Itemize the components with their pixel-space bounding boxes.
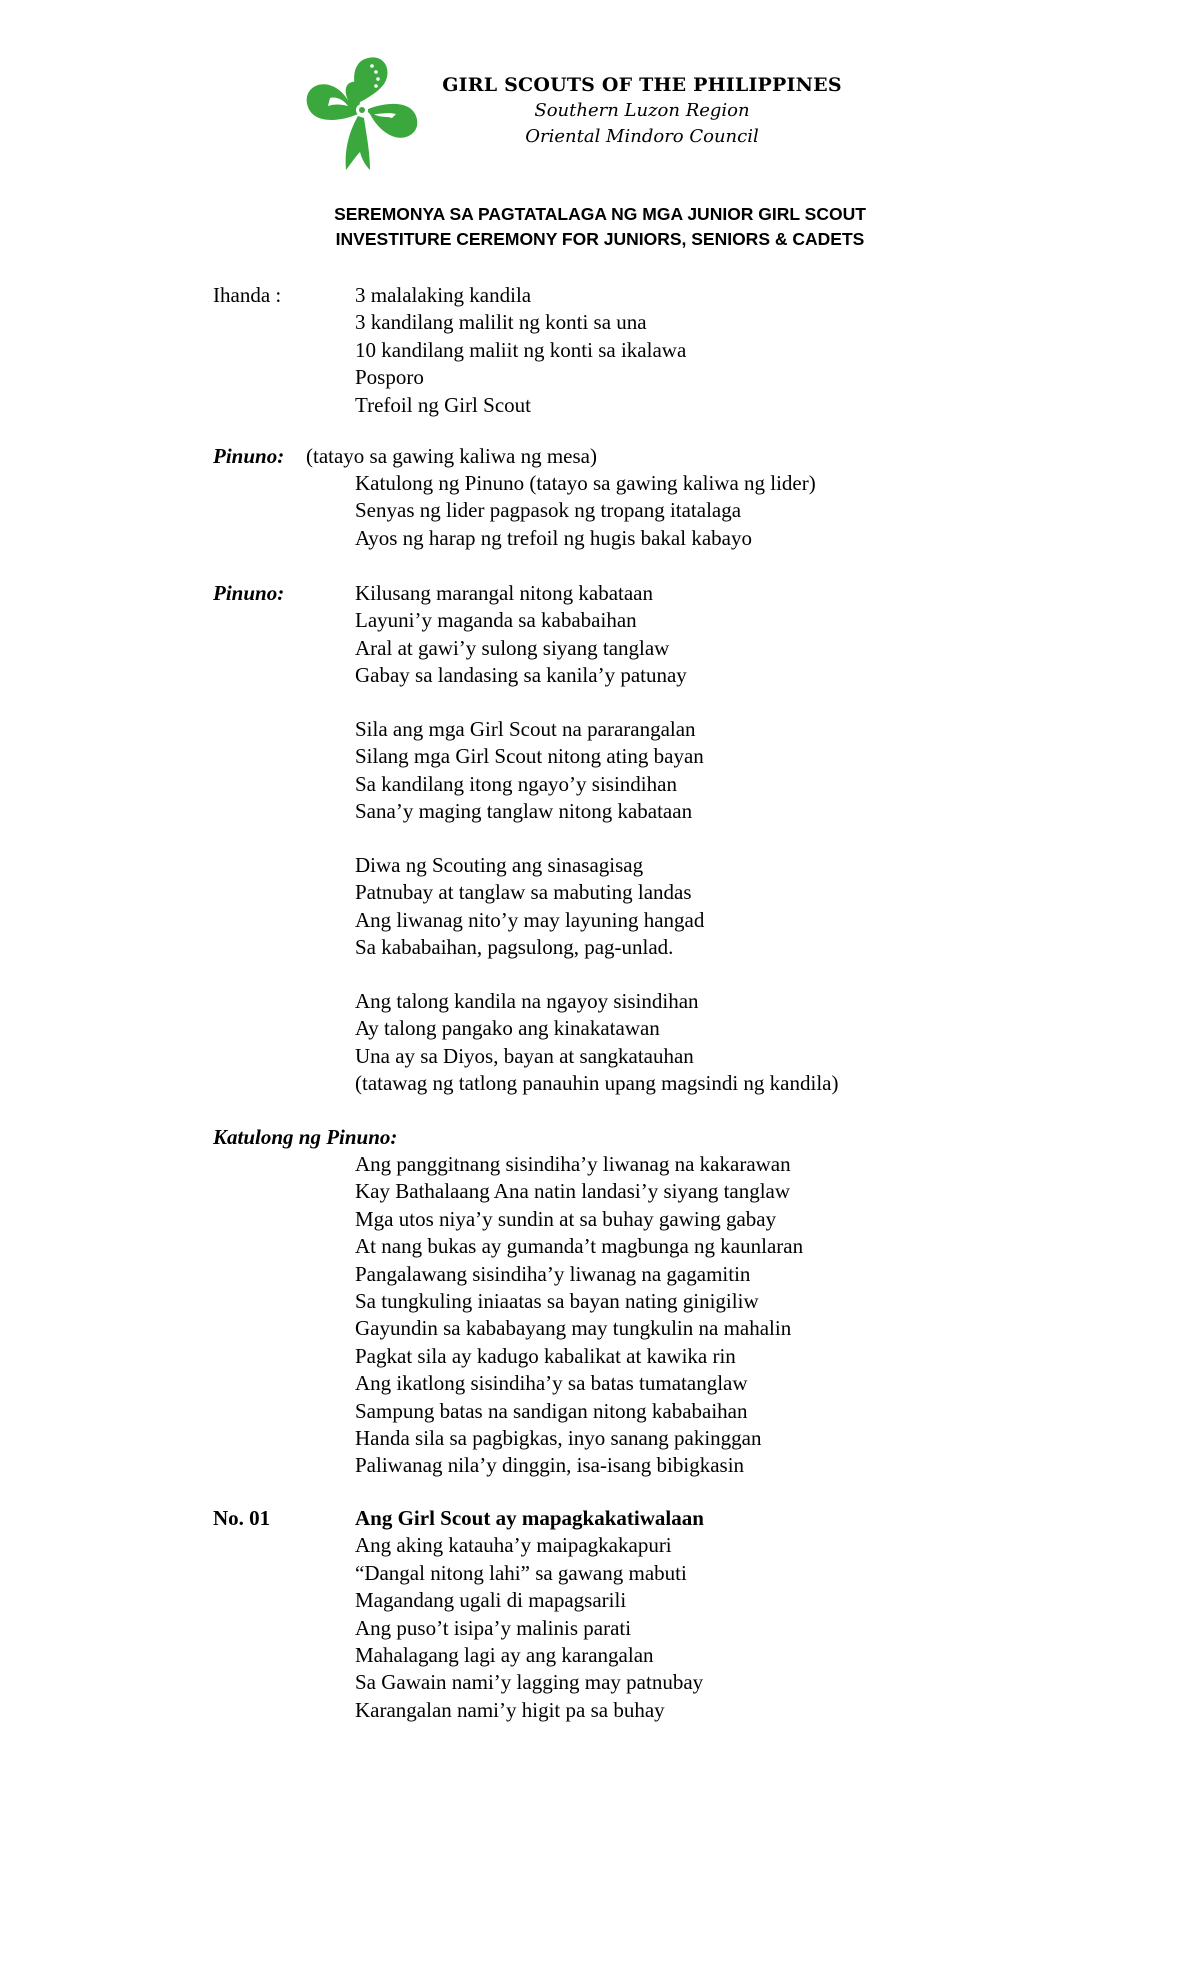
katulong-verses — [355, 1151, 803, 1480]
verse-line: Sampung batas na sandigan nitong kababaihan — [355, 1398, 748, 1423]
law-heading: Ang Girl Scout ay mapagkakatiwalaan — [355, 1506, 704, 1530]
ihanda-list — [355, 282, 686, 419]
verse-line: Sana’y maging tanglaw nitong kabataan — [355, 799, 693, 824]
verse-line: Kilusang marangal nitong kabataan — [355, 581, 653, 605]
list-item: 3 malalaking kandila — [355, 283, 532, 307]
organization-name: GIRL SCOUTS OF THE PHILIPPINES — [442, 74, 842, 96]
pinuno-stanza-1 — [355, 580, 687, 690]
verse-line: Diwa ng Scouting ang sinasagisag — [355, 853, 644, 877]
verse-line: Ay talong pangako ang kinakatawan — [355, 1016, 660, 1041]
region-name: Southern Luzon Region — [534, 100, 750, 121]
verse-line: Sa kababaihan, pagsulong, pag-unlad. — [355, 935, 674, 960]
organization-header — [432, 72, 852, 150]
verse-line: Gabay sa landasing sa kanila’y patunay — [355, 663, 687, 688]
verse-line: Ang puso’t isipa’y malinis parati — [355, 1615, 632, 1640]
pinuno-label: Pinuno: — [213, 444, 285, 468]
verse-line: Una ay sa Diyos, bayan at sangkatauhan — [355, 1043, 694, 1068]
verse-line: Ang aking katauha’y maipagkakapuri — [355, 1533, 672, 1558]
verse-line: Gayundin sa kababayang may tungkulin na mahalin — [355, 1316, 792, 1341]
verse-line: Ang liwanag nito’y may layuning hangad — [355, 907, 705, 932]
verse-line: Ang talong kandila na ngayoy sisindihan — [355, 989, 699, 1013]
trefoil-logo — [300, 52, 430, 177]
verse-line: Kay Bathalaang Ana natin landasi’y siyang tanglaw — [355, 1179, 791, 1204]
verse-line: Sa Gawain nami’y lagging may patnubay — [355, 1670, 704, 1695]
verse-line: (tatawag ng tatlong panauhin upang magsindi ng kandila) — [355, 1071, 839, 1096]
verse-line: Sa kandilang itong ngayo’y sisindihan — [355, 771, 677, 796]
pinuno-note: (tatayo sa gawing kaliwa ng mesa) — [306, 444, 597, 468]
pinuno-stanza-2 — [355, 716, 704, 826]
verse-line: Sa tungkuling iniaatas sa bayan nating ginigiliw — [355, 1289, 759, 1314]
verse-line: Mga utos niya’y sundin at sa buhay gawing gabay — [355, 1206, 777, 1231]
verse-line: Handa sila sa pagbigkas, inyo sanang pakinggan — [355, 1426, 762, 1451]
katulong-label: Katulong ng Pinuno: — [213, 1125, 398, 1149]
pinuno-label: Pinuno: — [213, 581, 285, 605]
verse-line: Ang ikatlong sisindiha’y sa batas tumatanglaw — [355, 1371, 748, 1396]
instruction-line: Ayos ng harap ng trefoil ng hugis bakal kabayo — [355, 525, 752, 550]
verse-line: “Dangal nitong lahi” sa gawang mabuti — [355, 1560, 687, 1585]
verse-line: Patnubay at tanglaw sa mabuting landas — [355, 880, 692, 905]
title-line-1: SEREMONYA SA PAGTATALAGA NG MGA JUNIOR GIRL SCOUT — [334, 204, 866, 224]
verse-line: Aral at gawi’y sulong siyang tanglaw — [355, 635, 670, 660]
verse-line: Mahalagang lagi ay ang karangalan — [355, 1643, 654, 1668]
verse-line: Magandang ugali di mapagsarili — [355, 1588, 627, 1613]
pinuno-stanza-4 — [355, 988, 838, 1098]
law-01-verses — [355, 1505, 704, 1724]
verse-line: Layuni’y maganda sa kababaihan — [355, 608, 637, 633]
list-item: Posporo — [355, 365, 424, 390]
instruction-line: Senyas ng lider pagpasok ng tropang itatalaga — [355, 498, 742, 523]
verse-line: Ang panggitnang sisindiha’y liwanag na kakarawan — [355, 1152, 791, 1176]
verse-line: Pagkat sila ay kadugo kabalikat at kawika rin — [355, 1343, 736, 1368]
verse-line: Silang mga Girl Scout nitong ating bayan — [355, 744, 704, 769]
pinuno-instructions — [355, 470, 816, 552]
verse-line: Sila ang mga Girl Scout na pararangalan — [355, 717, 696, 741]
instruction-line: Katulong ng Pinuno (tatayo sa gawing kaliwa ng lider) — [355, 471, 816, 495]
verse-line: Pangalawang sisindiha’y liwanag na gagamitin — [355, 1261, 751, 1286]
list-item: Trefoil ng Girl Scout — [355, 392, 531, 417]
pinuno-stanza-3 — [355, 852, 704, 962]
council-name: Oriental Mindoro Council — [525, 126, 759, 147]
list-item: 3 kandilang malilit ng konti sa una — [355, 310, 647, 335]
document-title — [0, 202, 1200, 252]
verse-line: Paliwanag nila’y dinggin, isa-isang bibigkasin — [355, 1453, 745, 1478]
title-line-2: INVESTITURE CEREMONY FOR JUNIORS, SENIORS & CADETS — [335, 229, 865, 249]
ihanda-label: Ihanda : — [213, 283, 282, 307]
verse-line: Karangalan nami’y higit pa sa buhay — [355, 1697, 665, 1722]
law-number: No. 01 — [213, 1506, 271, 1530]
list-item: 10 kandilang maliit ng konti sa ikalawa — [355, 337, 687, 362]
verse-line: At nang bukas ay gumanda’t magbunga ng kaunlaran — [355, 1234, 804, 1259]
